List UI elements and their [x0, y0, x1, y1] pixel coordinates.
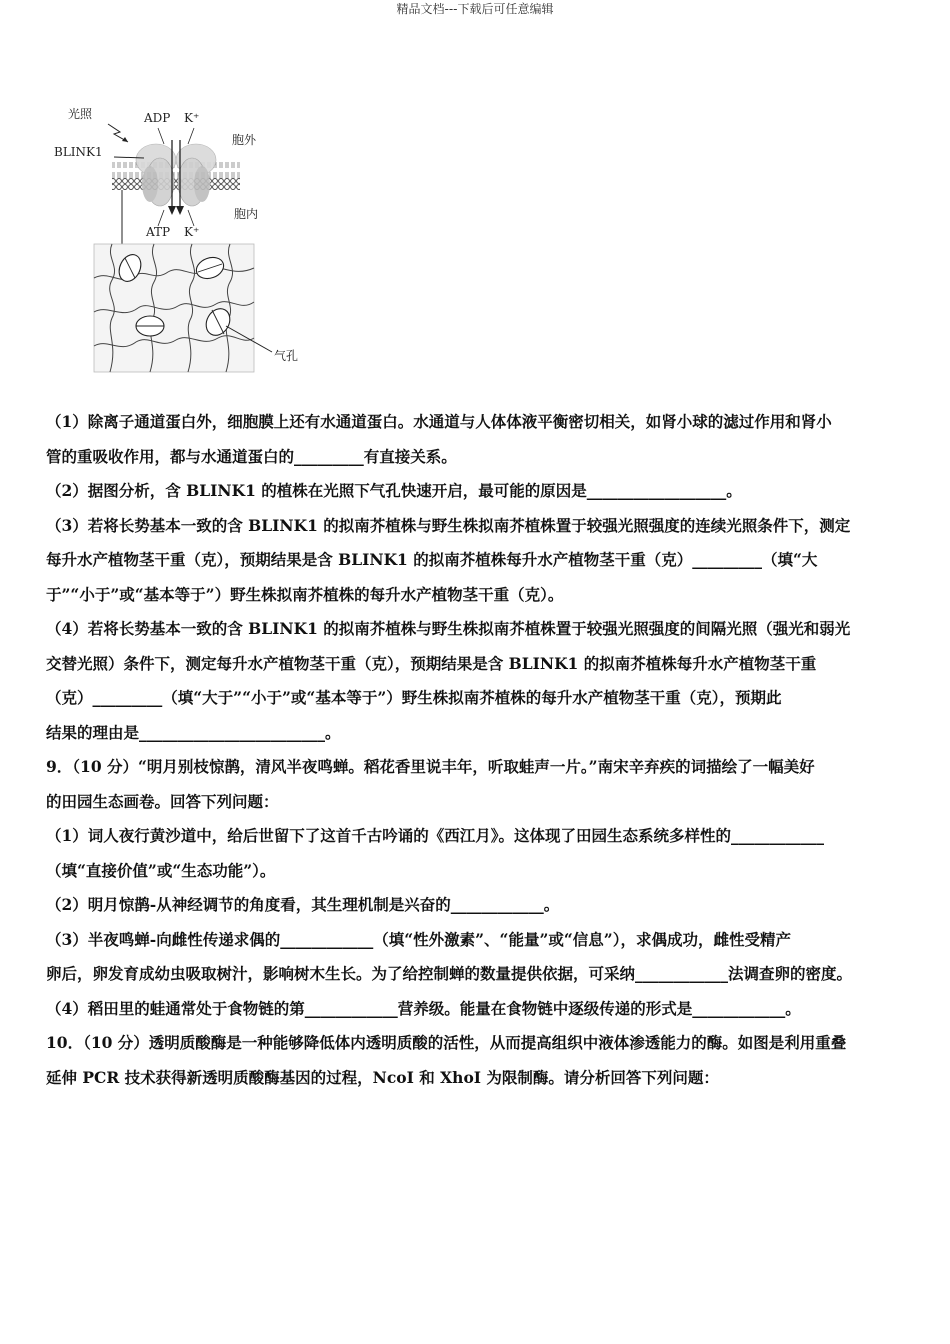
text-line: （2）据图分析，含 BLINK1 的植株在光照下气孔快速开启，最可能的原因是__________________。 — [46, 481, 742, 500]
label-light: 光照 — [68, 107, 93, 121]
text-line: 卵后，卵发育成幼虫吸取树汁，影响树木生长。为了给控制蝉的数量提供依据，可采纳____________法调查卵的密度。 — [46, 964, 853, 983]
label-blink1: BLINK1 — [54, 145, 103, 159]
text-line: 管的重吸收作用，都与水通道蛋白的_________有直接关系。 — [46, 446, 457, 466]
text-line: （克）_________（填“大于”“小于”或“基本等于”）野生株拟南芥植株的每升水产植物茎干重（克），预期此 — [46, 688, 782, 707]
label-inside: 胞内 — [234, 207, 259, 221]
leaf-epidermis — [94, 244, 254, 372]
label-stoma: 气孔 — [274, 349, 299, 363]
label-outside: 胞外 — [232, 133, 257, 147]
text-line: 交替光照）条件下，测定每升水产植物茎干重（克），预期结果是含 BLINK1 的拟南芥植株每升水产植物茎干重 — [46, 653, 817, 673]
text-line: （4）若将长势基本一致的含 BLINK1 的拟南芥植株与野生株拟南芥植株置于较强光照强度的间隔光照（强光和弱光 — [46, 619, 851, 638]
text-line: （3）若将长势基本一致的含 BLINK1 的拟南芥植株与野生株拟南芥植株置于较强光照强度的连续光照条件下，测定 — [46, 515, 851, 535]
label-k-top: K⁺ — [184, 111, 200, 125]
text-line: （1）除离子通道蛋白外，细胞膜上还有水通道蛋白。水通道与人体体液平衡密切相关，如肾小球的滤过作用和肾小 — [46, 412, 832, 431]
label-atp: ATP — [146, 225, 171, 239]
page-header: 精品文档---下载后可任意编辑 — [396, 2, 554, 16]
label-adp: ADP — [144, 111, 171, 125]
membrane-bilayer — [112, 162, 240, 190]
text-line: 于”“小于”或“基本等于”）野生株拟南芥植株的每升水产植物茎干重（克）。 — [46, 584, 564, 604]
text-line: （1）词人夜行黄沙道中，给后世留下了这首千古吟诵的《西江月》。这体现了田园生态系统多样性的____________ — [46, 826, 825, 845]
question-text — [46, 405, 906, 1095]
text-line: 结果的理由是________________________。 — [46, 722, 341, 742]
text-line: （填“直接价值”或“生态功能”）。 — [46, 860, 276, 880]
text-line: （2）明月惊鹊-从神经调节的角度看，其生理机制是兴奋的____________。 — [46, 895, 560, 914]
text-line: （3）半夜鸣蝉-向雌性传递求偶的____________（填“性外激素”、“能量”或“信息”），求偶成功，雌性受精产 — [46, 929, 791, 949]
blink1-stomata-figure — [50, 100, 310, 380]
text-line: 的田园生态画卷。回答下列问题： — [46, 791, 279, 811]
label-k-bottom: K⁺ — [184, 225, 200, 239]
question-9-heading: 9．（10 分）“明月别枝惊鹊，清风半夜鸣蝉。稻花香里说丰年，听取蛙声一片。”南宋辛弃疾的词描绘了一幅美好 — [46, 757, 815, 776]
question-10-heading: 10．（10 分）透明质酸酶是一种能够降低体内透明质酸的活性，从而提高组织中液体渗透能力的酶。如图是利用重叠 — [46, 1033, 847, 1052]
text-line: 延伸 PCR 技术获得新透明质酸酶基因的过程，NcoI 和 XhoI 为限制酶。请分析回答下列问题： — [46, 1067, 719, 1087]
text-line: （4）稻田里的蛙通常处于食物链的第____________营养级。能量在食物链中逐级传递的形式是____________。 — [46, 998, 801, 1018]
text-line: 每升水产植物茎干重（克），预期结果是含 BLINK1 的拟南芥植株每升水产植物茎干重（克）_________（填“大 — [46, 550, 818, 569]
